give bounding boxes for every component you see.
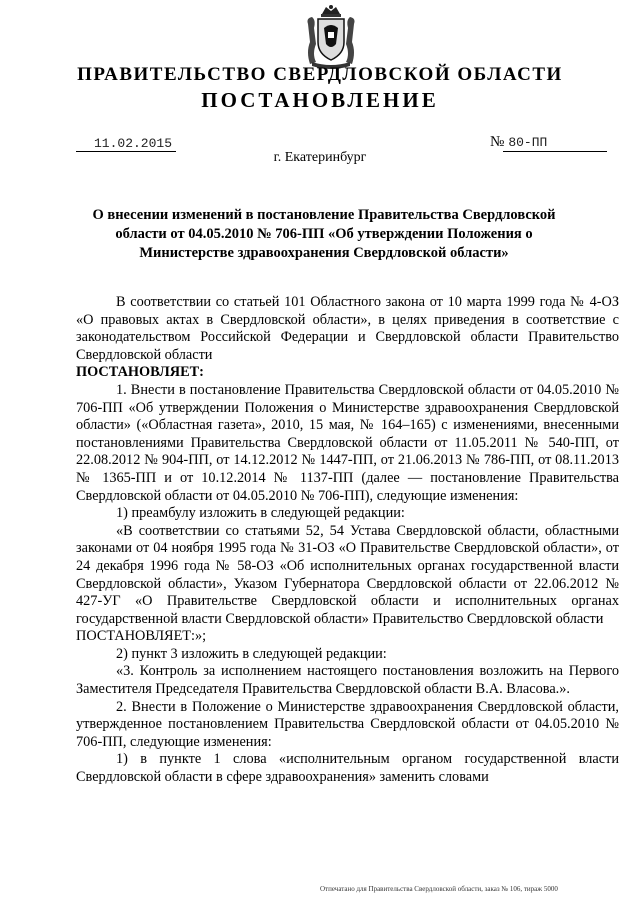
clause-2-item-1: 1) в пункте 1 слова «исполнительным органом государственной власти Свердловской области в сфере здравоохранения» заменить словами — [76, 751, 619, 786]
clause-1: 1. Внести в постановление Правительства Свердловской области от 04.05.2010 № 706-ПП «Об утверждении Положения о Министерстве здравоохранения Свердловской области» («Областная газета», 2010, 15 мая, № 164–165) с изменениями, внесенными постановлениями Правительства Свердловской области от 11.05.2011 № 540-ПП, от 22.08.2012 № 904-ПП, от 14.12.2012 № 1447-ПП, от 21.06.2013 № 786-ПП, от 08.11.2013 № 1365-ПП и от 10.12.2014 № 1137-ПП (далее — постановление Правительства Свердловской области от 04.05.2010 № 706-ПП), следующие изменения: — [76, 381, 619, 504]
number-value: 80-ПП — [508, 135, 548, 150]
number-sign: № — [490, 134, 505, 150]
document-body — [76, 294, 619, 787]
city: г. Екатеринбург — [273, 150, 367, 165]
clause-1-item-2-quote: «3. Контроль за исполнением настоящего постановления возложить на Первого Заместителя Председателя Правительства Свердловской области В.А. Власова.». — [76, 663, 619, 698]
clause-1-item-2: 2) пункт 3 изложить в следующей редакции: — [116, 645, 387, 662]
clause-1-item-1-quote: «В соответствии со статьями 52, 54 Устава Свердловской области, областными законами от 04 ноября 1995 года № 31-ОЗ «О Правительстве Свердловской области», от 24 декабря 1996 года № 58-ОЗ «Об исполнительных органах государственной власти Свердловской области», Указом Губернатора Свердловской области от 22.06.2012 № 427-УГ «О Правительстве Свердловской области и исполнительных органах государственной власти Свердловской области» Правительство Свердловской области — [76, 522, 619, 627]
print-footer: Отпечатано для Правительства Свердловской области, заказ № 106, тираж 5000 — [320, 885, 558, 893]
resolves-heading: ПОСТАНОВЛЯЕТ: — [76, 364, 204, 381]
coat-of-arms-emblem — [302, 4, 360, 70]
clause-1-item-1-end: ПОСТАНОВЛЯЕТ:»; — [76, 628, 207, 645]
clause-1-item-1: 1) преамбулу изложить в следующей редакции: — [116, 505, 405, 522]
preamble: В соответствии со статьей 101 Областного закона от 10 марта 1999 года № 4-ОЗ «О правовых актах в Свердловской области», в целях приведения в соответствие с законодательством Российской Федерации и Свердловской области Правительство Свердловской области — [76, 294, 619, 363]
document-title: О внесении изменений в постановление Правительства Свердловской области от 04.05.2010 № 706-ПП «Об утверждении Положения о Министерстве здравоохранения Свердловской области» — [92, 207, 556, 261]
document-date: 11.02.2015 — [94, 136, 173, 151]
document-number — [490, 134, 547, 151]
document-type: ПОСТАНОВЛЕНИЕ — [201, 88, 439, 112]
clause-2: 2. Внести в Положение о Министерстве здравоохранения Свердловской области, утвержденное постановлением Правительства Свердловской области от 04.05.2010 № 706-ПП, следующие изменения: — [76, 698, 619, 750]
organization-name: ПРАВИТЕЛЬСТВО СВЕРДЛОВСКОЙ ОБЛАСТИ — [77, 64, 563, 85]
